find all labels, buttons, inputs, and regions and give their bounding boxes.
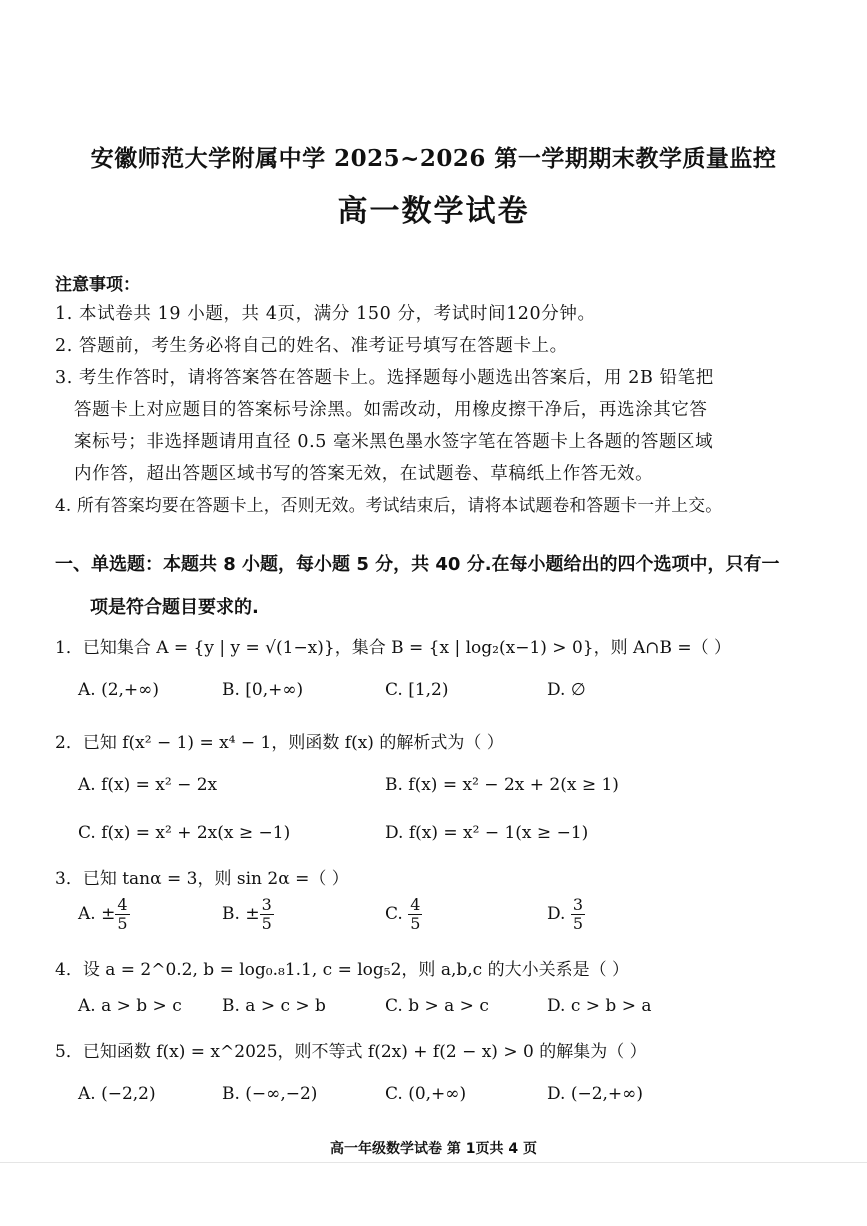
question-2-option-a: A. f(x) = x² − 2x [78, 775, 218, 795]
question-5-option-b: B. (−∞,−2) [222, 1084, 318, 1104]
note-item-continued: 案标号；非选择题请用直径 0.5 毫米黑色墨水签字笔在答题卡上各题的答题区域 [74, 432, 714, 452]
note-item: 2. 答题前，考生务必将自己的姓名、准考证号填写在答题卡上。 [55, 336, 568, 356]
question-1-stem: 1．已知集合 A = {y | y = √(1−x)}，集合 B = {x | log₂(x−1) > 0}，则 A∩B =（ ） [55, 638, 732, 658]
note-item: 3. 考生作答时，请将答案答在答题卡上。选择题每小题选出答案后，用 2B 铅笔把 [55, 368, 714, 388]
fraction-denominator: 5 [572, 914, 584, 933]
fraction-numerator: 3 [261, 895, 272, 914]
note-item-continued: 内作答，超出答题区域书写的答案无效，在试题卷、草稿纸上作答无效。 [74, 464, 654, 484]
question-5-option-d: D. (−2,+∞) [547, 1084, 643, 1104]
question-4-option-d: D. c > b > a [547, 996, 652, 1016]
exam-title-line2: 高一数学试卷 [337, 194, 530, 229]
question-4-option-a: A. a > b > c [78, 996, 182, 1016]
question-1-option-d: D. ∅ [547, 680, 586, 700]
fraction [408, 896, 422, 933]
question-2-stem: 2．已知 f(x² − 1) = x⁴ − 1，则函数 f(x) 的解析式为（ ） [55, 733, 504, 753]
fraction-numerator: 4 [117, 895, 128, 914]
question-3-option-b [222, 896, 274, 933]
footer-divider [0, 1162, 867, 1163]
fraction-numerator: 4 [410, 895, 421, 914]
fraction [571, 896, 585, 933]
question-2-option-d: D. f(x) = x² − 1(x ≥ −1) [385, 823, 589, 843]
question-1-option-a: A. (2,+∞) [78, 680, 159, 700]
note-item: 1. 本试卷共 19 小题，共 4页，满分 150 分，考试时间120分钟。 [55, 304, 596, 324]
question-1-option-b: B. [0,+∞) [222, 680, 304, 700]
question-2-option-b: B. f(x) = x² − 2x + 2(x ≥ 1) [385, 775, 619, 795]
section-heading-continued: 项是符合题目要求的. [90, 597, 259, 618]
fraction-numerator: 3 [572, 895, 584, 914]
notes-heading: 注意事项： [55, 275, 140, 295]
fraction-denominator: 5 [261, 914, 272, 933]
option-sign: ± [245, 904, 260, 924]
question-4-stem: 4．设 a = 2^0.2, b = log₀.₈1.1, c = log₅2，则 a,b,c 的大小关系是（ ） [55, 960, 629, 980]
fraction [115, 896, 129, 933]
question-4-option-b: B. a > c > b [222, 996, 326, 1016]
question-5-option-a: A. (−2,2) [78, 1084, 156, 1104]
question-2-option-c: C. f(x) = x² + 2x(x ≥ −1) [78, 823, 291, 843]
note-item-continued: 答题卡上对应题目的答案标号涂黑。如需改动，用橡皮擦干净后，再选涂其它答 [74, 400, 708, 420]
option-label: A. [78, 904, 96, 924]
question-1-option-c: C. [1,2) [385, 680, 449, 700]
fraction-denominator: 5 [117, 914, 128, 933]
option-label: B. [222, 904, 240, 924]
question-4-option-c: C. b > a > c [385, 996, 489, 1016]
page-footer: 高一年级数学试卷 第 1页共 4 页 [330, 1141, 537, 1157]
question-5-option-c: C. (0,+∞) [385, 1084, 467, 1104]
option-label: C. [385, 904, 403, 924]
question-3-option-a [78, 896, 130, 933]
question-3-option-c [385, 896, 422, 933]
fraction [260, 896, 274, 933]
question-3-option-d [547, 896, 585, 933]
exam-title-line1: 安徽师范大学附属中学 2025~2026 第一学期期末教学质量监控 [90, 145, 777, 172]
question-3-stem: 3．已知 tanα = 3，则 sin 2α =（ ） [55, 869, 349, 889]
option-label: D. [547, 904, 566, 924]
note-item: 4. 所有答案均要在答题卡上，否则无效。考试结束后，请将本试题卷和答题卡一并上交。 [55, 495, 723, 515]
fraction-denominator: 5 [410, 914, 421, 933]
section-heading: 一、单选题：本题共 8 小题，每小题 5 分，共 40 分.在每小题给出的四个选项中，只有一 [55, 554, 780, 575]
option-sign: ± [101, 904, 116, 924]
question-5-stem: 5．已知函数 f(x) = x^2025，则不等式 f(2x) + f(2 − x) > 0 的解集为（ ） [55, 1042, 647, 1062]
